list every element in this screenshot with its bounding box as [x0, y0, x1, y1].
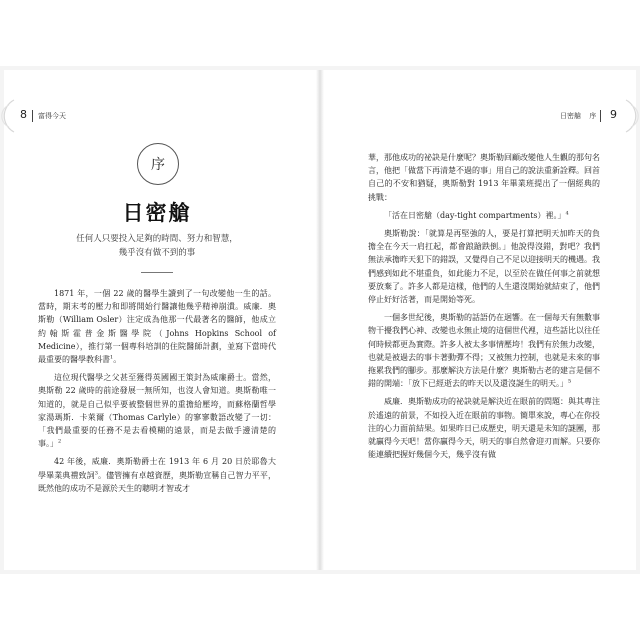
right-running-title	[560, 111, 596, 121]
paragraph-text: 「活在日密艙（day-tight compartments）裡。」	[384, 210, 566, 220]
right-running-title-text: 日密艙	[560, 112, 581, 120]
paragraph-text: 這位現代醫學之父甚至獲得英國國王策封為威廉爵士。當然，奧斯勒 22 歲時的前途發展一無所知，也沒人會知道。奧斯勒唯一知道的，就是自己似乎要被整個世界的重擔給壓垮，而蘇格蘭哲學家湯瑪斯．卡萊爾（Thomas Carlyle）的寥寥數語改變了一切：「我們最重要的任務不是去看模糊的遠景，而是去做手邊清楚的事。」	[38, 373, 276, 449]
chapter-title: 日密艙	[122, 201, 192, 225]
chapter-label: 序	[151, 157, 165, 173]
paragraph: 威廉．奧斯勒成功的祕訣就是解決近在眼前的問題：與其專注於遙遠的前景，不如投入近在眼前的事物。簡單來說，專心在你投注的心力面前結果。如果昨日已成歷史，明天還是未知的謎團，那就贏得今天吧！當你贏得今天，明天的事自然會迎刃而解。只要你能連續把握好幾個今天，幾乎沒有做	[368, 397, 600, 460]
chapter-label-circle	[137, 143, 179, 185]
paragraph	[38, 455, 276, 495]
paragraph	[38, 371, 276, 450]
epigraph-line-2: 幾乎沒有做不到的事	[118, 248, 196, 258]
epigraph	[60, 232, 254, 260]
left-page-number: 8	[20, 108, 27, 121]
paragraph: 奧斯勒說：「就算是再堅強的人，要是打算把明天加昨天的負擔全在今天一肩扛起，都會踉蹌跌倒。」他說得沒錯，對吧？我們無法承擔昨天犯下的錯誤，又覺得自己不足以迎接明天的機遇。我們感到如此不堪重負，如此能力不足，以至於在做任何事之前就想要放棄了。許多人都是這樣，他們的人生還沒開始就結束了，他們停止好好活著，而是開始等死。	[368, 229, 600, 305]
section-divider	[141, 272, 173, 273]
left-body-text	[38, 287, 276, 495]
paragraph	[368, 209, 600, 222]
paragraph-text: 42 年後，威廉．奧斯勒爵士在 1913 年 6 月 20 日於耶魯大學畢業典禮致詞	[38, 457, 276, 480]
footnote-ref: 1	[110, 354, 114, 361]
right-page-number: 9	[610, 108, 617, 121]
paragraph-text: 一個多世紀後，奧斯勒的話語仍在迴響。在一個每天有無數事物干擾我們心神、改變也永無止境的這個世代裡，這些話比以往任何時候都更為實際。許多人被太多事情壓垮！我們有於無力改變，也就是被過去的事卡著動彈不得；又被無力控制，也就是未來的事拖累我們的腳步。那麼解決方法是什麼？奧斯勒古老的建言是個不錯的開端：「放下已經逝去的昨天以及還沒誕生的明天。」	[368, 313, 600, 389]
footnote-ref: 4	[565, 210, 569, 217]
footnote-ref: 5	[568, 378, 572, 385]
paragraph	[368, 311, 600, 390]
footnote-ref: 3	[94, 469, 98, 476]
footnote-ref: 2	[58, 438, 62, 445]
left-running-title: 富得今天	[38, 112, 66, 120]
right-running-label: 序	[589, 112, 597, 120]
paragraph: 1871 年，一個 22 歲的醫學生讀到了一句改變他一生的話。當時，期末考的壓力和即將開始行醫讓他幾乎精神崩潰。威廉．奧斯勒（William Osler）注定成為他那一代最著名的醫師，他成立約翰斯霍普金斯醫學院（Johns Hopkins School of Medicine），推行第一個專科培訓的住院醫師計劃，並寫下當時代最重要的醫學教科書$^1$。	[38, 289, 276, 365]
book-gutter	[316, 70, 324, 570]
right-body-text	[368, 151, 600, 461]
paragraph-text: 1871 年，一個 22 歲的醫學生讀到了一句改變他一生的話。當時，期末考的壓力和即將開始行醫讓他幾乎精神崩潰。威廉．奧斯勒（William Osler）注定成為他那一代最著名的醫師，他成立約翰斯霍普金斯醫學院（Johns Hopkins School of Medicine），推行第一個專科培訓的住院醫師計劃，並寫下當時代最重要的醫學教科書	[38, 289, 276, 365]
paragraph: 華，那他成功的祕訣是什麼呢？奧斯勒回顧改變他人生觀的那句名言，他把「做當下再清楚不過的事」用自己的說法重新詮釋。回首自己的不安和猶疑，奧斯勒對 1913 年畢業班提出了一個經典的挑戰：	[368, 153, 600, 202]
paragraph-text: 。儘管擁有卓越資歷，奧斯勒宣稱自己智力平平，既然他的成功不是源於天生的聰明才智或才	[38, 470, 277, 493]
right-decorative-arcs-icon	[600, 96, 640, 136]
left-decorative-arcs-icon	[0, 96, 40, 136]
epigraph-line-1: 任何人只要投入足夠的時間、努力和智慧，	[76, 234, 238, 244]
